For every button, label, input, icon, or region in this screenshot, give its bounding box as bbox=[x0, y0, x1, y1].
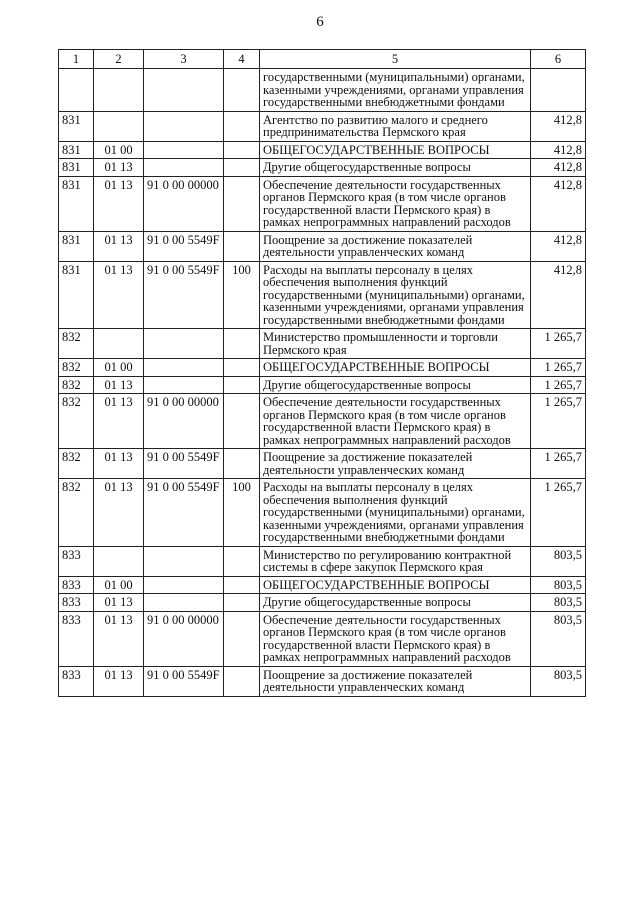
section-cell bbox=[94, 69, 144, 112]
amount-cell: 412,8 bbox=[531, 141, 586, 159]
table-row bbox=[59, 159, 586, 177]
type-cell bbox=[224, 69, 260, 112]
table-body bbox=[59, 69, 586, 697]
section-cell bbox=[94, 111, 144, 141]
table-row bbox=[59, 394, 586, 449]
header-cell: 2 bbox=[94, 50, 144, 69]
section-cell: 01 13 bbox=[94, 594, 144, 612]
code-cell: 831 bbox=[59, 261, 94, 329]
section-cell: 01 13 bbox=[94, 611, 144, 666]
amount-cell: 1 265,7 bbox=[531, 329, 586, 359]
table-row bbox=[59, 611, 586, 666]
description-cell: Другие общегосударственные вопросы bbox=[260, 159, 531, 177]
code-cell: 832 bbox=[59, 449, 94, 479]
header-cell: 1 bbox=[59, 50, 94, 69]
type-cell bbox=[224, 449, 260, 479]
target-cell: 91 0 00 5549F bbox=[144, 449, 224, 479]
code-cell: 831 bbox=[59, 159, 94, 177]
description-cell: Поощрение за достижение показателей деятельности управленческих команд bbox=[260, 666, 531, 696]
table-row bbox=[59, 479, 586, 547]
amount-cell: 1 265,7 bbox=[531, 359, 586, 377]
header-row bbox=[59, 50, 586, 69]
header-cell: 3 bbox=[144, 50, 224, 69]
type-cell bbox=[224, 394, 260, 449]
target-cell bbox=[144, 376, 224, 394]
table-row bbox=[59, 666, 586, 696]
amount-cell: 412,8 bbox=[531, 176, 586, 231]
code-cell: 833 bbox=[59, 576, 94, 594]
description-cell: Агентство по развитию малого и среднего предпринимательства Пермского края bbox=[260, 111, 531, 141]
amount-cell: 803,5 bbox=[531, 576, 586, 594]
table-row bbox=[59, 376, 586, 394]
description-cell: Обеспечение деятельности государственных органов Пермского края (в том числе органов государственной власти Пермского края) в рамках непрограммных направлений расходов bbox=[260, 611, 531, 666]
section-cell: 01 00 bbox=[94, 141, 144, 159]
table-row bbox=[59, 141, 586, 159]
type-cell bbox=[224, 576, 260, 594]
header-cell: 4 bbox=[224, 50, 260, 69]
code-cell: 831 bbox=[59, 141, 94, 159]
table-row bbox=[59, 546, 586, 576]
section-cell: 01 00 bbox=[94, 576, 144, 594]
amount-cell: 412,8 bbox=[531, 159, 586, 177]
code-cell: 833 bbox=[59, 611, 94, 666]
target-cell: 91 0 00 00000 bbox=[144, 611, 224, 666]
budget-table bbox=[58, 49, 586, 697]
description-cell: Обеспечение деятельности государственных органов Пермского края (в том числе органов государственной власти Пермского края) в рамках непрограммных направлений расходов bbox=[260, 176, 531, 231]
table-row bbox=[59, 111, 586, 141]
code-cell bbox=[59, 69, 94, 112]
type-cell bbox=[224, 376, 260, 394]
amount-cell: 1 265,7 bbox=[531, 394, 586, 449]
type-cell bbox=[224, 329, 260, 359]
description-cell: Обеспечение деятельности государственных органов Пермского края (в том числе органов государственной власти Пермского края) в рамках непрограммных направлений расходов bbox=[260, 394, 531, 449]
target-cell bbox=[144, 329, 224, 359]
target-cell bbox=[144, 111, 224, 141]
description-cell: государственными (муниципальными) органами, казенными учреждениями, органами управления государственными внебюджетными фондами bbox=[260, 69, 531, 112]
table-row bbox=[59, 231, 586, 261]
amount-cell: 412,8 bbox=[531, 231, 586, 261]
target-cell: 91 0 00 5549F bbox=[144, 479, 224, 547]
type-cell bbox=[224, 611, 260, 666]
type-cell bbox=[224, 141, 260, 159]
amount-cell bbox=[531, 69, 586, 112]
amount-cell: 803,5 bbox=[531, 666, 586, 696]
target-cell bbox=[144, 546, 224, 576]
section-cell: 01 00 bbox=[94, 359, 144, 377]
description-cell: Министерство промышленности и торговли Пермского края bbox=[260, 329, 531, 359]
code-cell: 832 bbox=[59, 479, 94, 547]
amount-cell: 803,5 bbox=[531, 594, 586, 612]
table-row bbox=[59, 329, 586, 359]
target-cell: 91 0 00 5549F bbox=[144, 666, 224, 696]
type-cell bbox=[224, 176, 260, 231]
section-cell: 01 13 bbox=[94, 159, 144, 177]
section-cell: 01 13 bbox=[94, 376, 144, 394]
description-cell: ОБЩЕГОСУДАРСТВЕННЫЕ ВОПРОСЫ bbox=[260, 359, 531, 377]
type-cell bbox=[224, 231, 260, 261]
section-cell: 01 13 bbox=[94, 449, 144, 479]
section-cell bbox=[94, 329, 144, 359]
amount-cell: 1 265,7 bbox=[531, 449, 586, 479]
target-cell: 91 0 00 00000 bbox=[144, 176, 224, 231]
target-cell bbox=[144, 69, 224, 112]
table-row bbox=[59, 594, 586, 612]
target-cell bbox=[144, 159, 224, 177]
type-cell bbox=[224, 111, 260, 141]
type-cell: 100 bbox=[224, 261, 260, 329]
amount-cell: 412,8 bbox=[531, 261, 586, 329]
code-cell: 831 bbox=[59, 176, 94, 231]
code-cell: 831 bbox=[59, 111, 94, 141]
table-row bbox=[59, 69, 586, 112]
section-cell: 01 13 bbox=[94, 231, 144, 261]
amount-cell: 1 265,7 bbox=[531, 376, 586, 394]
section-cell: 01 13 bbox=[94, 261, 144, 329]
table-row bbox=[59, 449, 586, 479]
code-cell: 833 bbox=[59, 594, 94, 612]
table-row bbox=[59, 576, 586, 594]
description-cell: ОБЩЕГОСУДАРСТВЕННЫЕ ВОПРОСЫ bbox=[260, 141, 531, 159]
description-cell: Министерство по регулированию контрактной системы в сфере закупок Пермского края bbox=[260, 546, 531, 576]
section-cell: 01 13 bbox=[94, 666, 144, 696]
description-cell: Расходы на выплаты персоналу в целях обеспечения выполнения функций государственными (муниципальными) органами, казенными учреждениями, органами управления государственными внебюджетными фондами bbox=[260, 261, 531, 329]
description-cell: Поощрение за достижение показателей деятельности управленческих команд bbox=[260, 231, 531, 261]
section-cell: 01 13 bbox=[94, 479, 144, 547]
code-cell: 832 bbox=[59, 329, 94, 359]
code-cell: 831 bbox=[59, 231, 94, 261]
target-cell bbox=[144, 141, 224, 159]
description-cell: Другие общегосударственные вопросы bbox=[260, 376, 531, 394]
table-row bbox=[59, 261, 586, 329]
amount-cell: 1 265,7 bbox=[531, 479, 586, 547]
amount-cell: 803,5 bbox=[531, 546, 586, 576]
description-cell: ОБЩЕГОСУДАРСТВЕННЫЕ ВОПРОСЫ bbox=[260, 576, 531, 594]
type-cell bbox=[224, 666, 260, 696]
amount-cell: 412,8 bbox=[531, 111, 586, 141]
target-cell: 91 0 00 5549F bbox=[144, 231, 224, 261]
table-row bbox=[59, 359, 586, 377]
description-cell: Расходы на выплаты персоналу в целях обеспечения выполнения функций государственными (муниципальными) органами, казенными учреждениями, органами управления государственными внебюджетными фондами bbox=[260, 479, 531, 547]
code-cell: 833 bbox=[59, 546, 94, 576]
description-cell: Другие общегосударственные вопросы bbox=[260, 594, 531, 612]
table-row bbox=[59, 176, 586, 231]
type-cell bbox=[224, 359, 260, 377]
target-cell: 91 0 00 5549F bbox=[144, 261, 224, 329]
section-cell bbox=[94, 546, 144, 576]
type-cell bbox=[224, 159, 260, 177]
type-cell: 100 bbox=[224, 479, 260, 547]
code-cell: 833 bbox=[59, 666, 94, 696]
code-cell: 832 bbox=[59, 394, 94, 449]
header-cell: 6 bbox=[531, 50, 586, 69]
amount-cell: 803,5 bbox=[531, 611, 586, 666]
target-cell bbox=[144, 576, 224, 594]
type-cell bbox=[224, 546, 260, 576]
type-cell bbox=[224, 594, 260, 612]
code-cell: 832 bbox=[59, 376, 94, 394]
section-cell: 01 13 bbox=[94, 394, 144, 449]
target-cell: 91 0 00 00000 bbox=[144, 394, 224, 449]
header-cell: 5 bbox=[260, 50, 531, 69]
target-cell bbox=[144, 359, 224, 377]
page-number: 6 bbox=[316, 14, 324, 30]
target-cell bbox=[144, 594, 224, 612]
code-cell: 832 bbox=[59, 359, 94, 377]
description-cell: Поощрение за достижение показателей деятельности управленческих команд bbox=[260, 449, 531, 479]
section-cell: 01 13 bbox=[94, 176, 144, 231]
